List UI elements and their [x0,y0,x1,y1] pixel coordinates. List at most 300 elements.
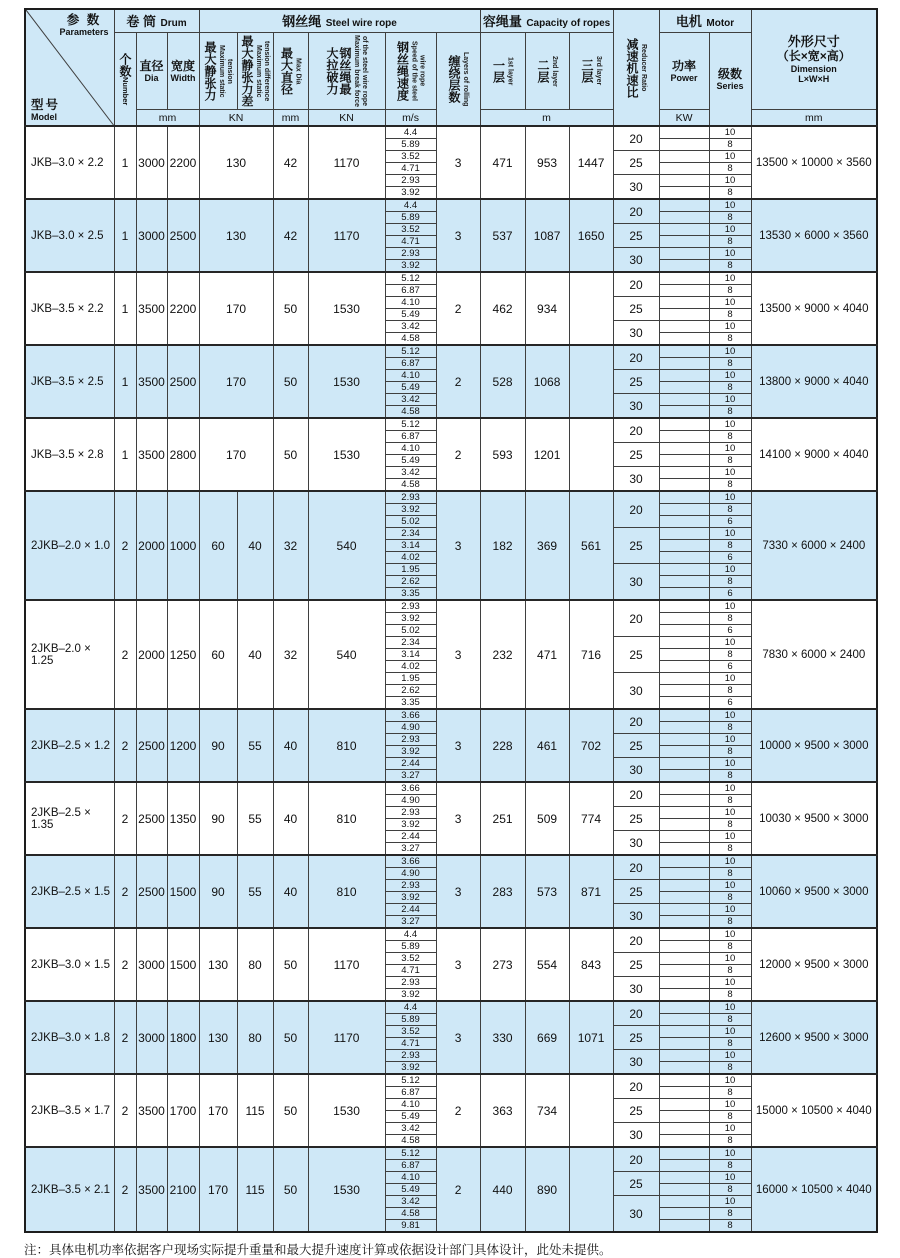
rope-break-force-cell: 1170 [308,928,385,1001]
unit-tension-kn: KN [199,110,273,127]
motor-power-cell [659,819,709,831]
motor-power-cell [659,406,709,419]
reducer-ratio-cell: 20 [613,928,659,953]
capacity-layer1-cell: 537 [480,199,525,272]
dimension-cell: 14100 × 9000 × 4040 [751,418,877,491]
rope-speed-cell: 3.42 [385,394,436,406]
capacity-layer1-cell: 273 [480,928,525,1001]
drum-count-cell: 2 [114,600,136,709]
motor-power-cell [659,600,709,613]
rope-speed-cell: 3.92 [385,613,436,625]
reducer-ratio-cell: 25 [613,1172,659,1196]
motor-series-cell: 10 [709,1026,751,1038]
motor-power-cell [659,491,709,504]
motor-power-cell [659,673,709,685]
dimension-en-sub: L×W×H [798,74,830,84]
drum-dia-cell: 2500 [136,782,167,855]
motor-series-cell: 10 [709,528,751,540]
max-static-tension-cell: 170 [199,418,273,491]
rope-break-force-cell: 1530 [308,272,385,345]
rope-max-dia-cell: 50 [273,418,308,491]
rope-max-dia-cell: 42 [273,199,308,272]
rolling-layers-cell: 2 [436,418,480,491]
capacity-layer3-cell: 774 [569,782,613,855]
rope-break-force-cell: 810 [308,782,385,855]
power-en: Power [670,73,698,83]
capacity-layer2-cell: 461 [525,709,569,782]
capacity-layer3-cell [569,418,613,491]
reducer-ratio-cell: 25 [613,953,659,977]
rolling-layers-cell: 2 [436,272,480,345]
rolling-layers-cell: 3 [436,855,480,928]
dia-zh: 直径 [139,59,164,73]
reducer-ratio-cell: 20 [613,600,659,637]
reducer-ratio-cell: 25 [613,1099,659,1123]
rope-speed-cell: 3.27 [385,916,436,929]
tension-zh: 最大静张力 [203,41,218,101]
ratio-en: Reducer Ratio [640,43,648,92]
tension-diff-zh: 最大静张力差 [240,35,255,107]
motor-power-cell [659,564,709,576]
reducer-ratio-cell: 30 [613,977,659,1002]
motor-power-cell [659,1014,709,1026]
motor-series-cell: 8 [709,1087,751,1099]
layers-zh: 缠绕层数 [447,55,462,103]
motor-series-cell: 8 [709,941,751,953]
rope-speed-cell: 4.71 [385,965,436,977]
motor-power-cell [659,1074,709,1087]
motor-series-cell: 10 [709,199,751,212]
motor-power-cell [659,528,709,540]
motor-series-cell: 8 [709,187,751,200]
rope-speed-cell: 3.42 [385,467,436,479]
motor-power-cell [659,175,709,187]
motor-series-cell: 8 [709,576,751,588]
rope-speed-cell: 6.87 [385,1087,436,1099]
motor-power-cell [659,613,709,625]
rope-max-dia-cell: 50 [273,928,308,1001]
dimension-cell: 10060 × 9500 × 3000 [751,855,877,928]
motor-power-cell [659,333,709,346]
rope-speed-cell: 4.10 [385,370,436,382]
rope-speed-cell: 5.12 [385,272,436,285]
rope-speed-cell: 2.34 [385,637,436,649]
rope-speed-cell: 2.34 [385,528,436,540]
motor-series-cell: 10 [709,673,751,685]
motor-power-cell [659,782,709,795]
drum-dia-cell: 2500 [136,709,167,782]
motor-power-cell [659,358,709,370]
drum-count-cell: 1 [114,345,136,418]
reducer-ratio-cell: 20 [613,491,659,528]
rope-speed-cell: 2.93 [385,175,436,187]
drum-width-cell: 2800 [167,418,199,491]
motor-series-cell: 8 [709,989,751,1002]
motor-power-cell [659,625,709,637]
group-header-capacity [480,9,613,33]
motor-series-cell: 10 [709,126,751,139]
rope-speed-cell: 4.58 [385,1135,436,1148]
max-static-tension-cell: 90 [199,782,237,855]
capacity-layer1-cell: 330 [480,1001,525,1074]
rope-speed-cell: 5.12 [385,1147,436,1160]
rope-speed-cell: 5.49 [385,382,436,394]
model-cell: 2JKB–2.5 × 1.5 [25,855,114,928]
rope-break-force-cell: 1530 [308,1074,385,1147]
max-static-tension-cell: 170 [199,272,273,345]
rope-speed-cell: 2.44 [385,904,436,916]
motor-series-cell: 10 [709,782,751,795]
motor-power-cell [659,382,709,394]
rope-speed-cell: 6.87 [385,285,436,297]
motor-series-cell: 6 [709,516,751,528]
reducer-ratio-cell: 25 [613,528,659,564]
drum-dia-cell: 3500 [136,1147,167,1232]
max-dia-en: Max Dia [294,57,302,85]
capacity-layer2-cell: 1068 [525,345,569,418]
rope-speed-cell: 9.81 [385,1220,436,1233]
spec-sheet-page [24,0,876,1258]
model-zh: 型号 [31,98,61,112]
model-cell: 2JKB–2.0 × 1.0 [25,491,114,600]
motor-series-cell: 8 [709,163,751,175]
capacity-layer3-cell: 871 [569,855,613,928]
motor-power-cell [659,139,709,151]
capacity-layer2-cell: 890 [525,1147,569,1232]
motor-power-cell [659,649,709,661]
rope-speed-cell: 5.89 [385,1014,436,1026]
capacity-layer1-cell: 440 [480,1147,525,1232]
motor-series-cell: 8 [709,504,751,516]
reducer-ratio-cell: 30 [613,321,659,346]
motor-series-cell: 8 [709,1038,751,1050]
col-header-dia [136,33,167,110]
motor-series-cell: 8 [709,333,751,346]
reducer-ratio-cell: 25 [613,297,659,321]
capacity-layer2-cell: 471 [525,600,569,709]
motor-power-cell [659,722,709,734]
drum-width-cell: 1200 [167,709,199,782]
rope-speed-cell: 4.4 [385,199,436,212]
reducer-ratio-cell: 30 [613,248,659,273]
drum-width-cell: 1500 [167,928,199,1001]
rope-speed-cell: 3.14 [385,540,436,552]
motor-power-cell [659,1184,709,1196]
rope-speed-cell: 4.58 [385,333,436,346]
motor-power-cell [659,661,709,673]
reducer-ratio-cell: 25 [613,880,659,904]
motor-series-cell: 8 [709,236,751,248]
rope-speed-cell: 5.49 [385,455,436,467]
col-header-power [659,33,709,110]
motor-series-cell: 10 [709,394,751,406]
motor-power-cell [659,746,709,758]
motor-series-cell: 8 [709,868,751,880]
motor-power-cell [659,843,709,856]
model-cell: JKB–3.5 × 2.8 [25,418,114,491]
reducer-ratio-cell: 20 [613,272,659,297]
capacity-layer1-cell: 593 [480,418,525,491]
rope-speed-cell: 2.93 [385,1050,436,1062]
capacity-layer1-cell: 471 [480,126,525,199]
rolling-layers-cell: 2 [436,1074,480,1147]
rope-speed-cell: 4.71 [385,163,436,175]
col-header-rope-speed [385,33,436,110]
motor-series-cell: 8 [709,819,751,831]
motor-series-cell: 10 [709,151,751,163]
dia-en: Dia [144,73,159,83]
rope-speed-cell: 5.89 [385,212,436,224]
drum-dia-cell: 3000 [136,126,167,199]
motor-series-cell: 8 [709,382,751,394]
motor-series-cell: 10 [709,831,751,843]
motor-series-cell: 8 [709,722,751,734]
motor-power-cell [659,248,709,260]
motor-power-cell [659,1038,709,1050]
reducer-ratio-cell: 20 [613,199,659,224]
col-header-rope-max-dia [273,33,308,110]
drum-width-cell: 2500 [167,345,199,418]
motor-series-cell: 8 [709,795,751,807]
capacity-layer3-cell: 843 [569,928,613,1001]
reducer-ratio-cell: 25 [613,151,659,175]
motor-series-cell: 8 [709,843,751,856]
motor-power-cell [659,224,709,236]
dimension-cell: 12000 × 9500 × 3000 [751,928,877,1001]
motor-power-cell [659,977,709,989]
motor-series-cell: 10 [709,1123,751,1135]
spec-table [24,8,878,1233]
motor-series-cell: 10 [709,248,751,260]
model-cell: JKB–3.5 × 2.5 [25,345,114,418]
rolling-layers-cell: 3 [436,928,480,1001]
rope-speed-cell: 6.87 [385,1160,436,1172]
rope-speed-cell: 4.10 [385,1099,436,1111]
reducer-ratio-cell: 30 [613,467,659,492]
motor-series-cell: 8 [709,965,751,977]
rope-max-dia-cell: 32 [273,600,308,709]
motor-power-cell [659,576,709,588]
motor-series-cell: 10 [709,345,751,358]
rope-speed-cell: 2.62 [385,685,436,697]
capacity-layer2-cell: 1087 [525,199,569,272]
drum-dia-cell: 3000 [136,1001,167,1074]
rope-speed-cell: 3.92 [385,504,436,516]
rope-speed-cell: 2.93 [385,880,436,892]
col-header-dimension [751,9,877,110]
motor-power-cell [659,345,709,358]
motor-power-cell [659,1087,709,1099]
col-header-drum-count [114,33,136,127]
motor-power-cell [659,443,709,455]
motor-power-cell [659,212,709,224]
layers-en: Layers of rolling [462,51,470,107]
capacity-layer3-cell: 561 [569,491,613,600]
motor-power-cell [659,126,709,139]
unit-drum-mm: mm [136,110,199,127]
motor-power-cell [659,637,709,649]
reducer-ratio-cell: 30 [613,1196,659,1233]
rope-speed-cell: 2.93 [385,248,436,260]
motor-series-cell: 8 [709,358,751,370]
reducer-ratio-cell: 30 [613,175,659,200]
drum-count-cell: 2 [114,1074,136,1147]
col-header-layer2 [525,33,569,110]
rope-speed-cell: 3.52 [385,953,436,965]
rope-speed-cell: 3.92 [385,989,436,1002]
motor-series-cell: 10 [709,321,751,333]
number-zh: 个数 [118,52,132,77]
col-header-max-static-tension [199,33,237,110]
capacity-layer3-cell: 702 [569,709,613,782]
unit-speed-ms: m/s [385,110,436,127]
motor-series-cell: 10 [709,1074,751,1087]
unit-max-dia-mm: mm [273,110,308,127]
col-header-reducer-ratio [613,9,659,126]
motor-series-cell: 6 [709,697,751,710]
motor-series-cell: 10 [709,1147,751,1160]
rolling-layers-cell: 3 [436,600,480,709]
motor-power-cell [659,1172,709,1184]
width-zh: 宽度 [171,59,196,73]
drum-zh: 卷 筒 [126,14,157,29]
motor-power-cell [659,941,709,953]
capacity-layer2-cell: 669 [525,1001,569,1074]
col-header-break-force [308,33,385,110]
capacity-layer1-cell: 283 [480,855,525,928]
motor-power-cell [659,1026,709,1038]
break-force-zh: 钢丝绳最大拉破力 [325,47,353,95]
motor-series-cell: 8 [709,892,751,904]
power-zh: 功率 [672,59,697,73]
rope-speed-cell: 3.42 [385,1196,436,1208]
unit-break-kn: KN [308,110,385,127]
motor-power-cell [659,831,709,843]
capacity-layer2-cell: 734 [525,1074,569,1147]
tension-en: Maximum static tension [218,44,234,98]
rope-speed-cell: 5.02 [385,516,436,528]
dimension-cell: 12600 × 9500 × 3000 [751,1001,877,1074]
reducer-ratio-cell: 30 [613,673,659,710]
motor-power-cell [659,467,709,479]
rope-speed-cell: 4.4 [385,1001,436,1014]
rope-speed-cell: 5.12 [385,1074,436,1087]
max-static-tension-cell: 130 [199,126,273,199]
col-header-width [167,33,199,110]
motor-power-cell [659,770,709,783]
col-header-layer3 [569,33,613,110]
motor-power-cell [659,1050,709,1062]
reducer-ratio-cell: 20 [613,1147,659,1172]
rope-speed-cell: 1.95 [385,673,436,685]
speed-en: Speed of the steel wire rope [410,41,426,101]
max-static-tension-cell: 170 [199,1147,237,1232]
rolling-layers-cell: 2 [436,1147,480,1232]
motor-series-cell: 10 [709,953,751,965]
motor-series-cell: 8 [709,309,751,321]
capacity-layer1-cell: 228 [480,709,525,782]
capacity-layer3-cell [569,345,613,418]
motor-series-cell: 10 [709,224,751,236]
group-header-rope [199,9,480,33]
drum-count-cell: 1 [114,126,136,199]
static-tension-diff-cell: 40 [237,600,273,709]
motor-power-cell [659,418,709,431]
rope-speed-cell: 3.52 [385,224,436,236]
drum-en: Drum [160,18,187,29]
rolling-layers-cell: 3 [436,491,480,600]
motor-series-cell: 8 [709,1184,751,1196]
drum-width-cell: 1000 [167,491,199,600]
motor-series-cell: 10 [709,855,751,868]
reducer-ratio-cell: 25 [613,734,659,758]
motor-power-cell [659,540,709,552]
capacity-en: Capacity of ropes [526,18,611,29]
motor-power-cell [659,588,709,601]
motor-series-cell: 8 [709,1208,751,1220]
motor-power-cell [659,953,709,965]
static-tension-diff-cell: 80 [237,928,273,1001]
rope-zh: 钢丝绳 [282,14,322,29]
motor-series-cell: 10 [709,709,751,722]
max-static-tension-cell: 60 [199,491,237,600]
motor-power-cell [659,1196,709,1208]
parameters-en: Parameters [59,27,109,37]
motor-series-cell: 10 [709,880,751,892]
capacity-layer2-cell: 1201 [525,418,569,491]
footnote: 注：具体电机功率依据客户现场实际提升重量和最大提升速度计算或依据设计部门具体设计，此处未提供。 [24,1243,612,1257]
capacity-layer2-cell: 934 [525,272,569,345]
reducer-ratio-cell: 20 [613,855,659,880]
model-cell: JKB–3.0 × 2.5 [25,199,114,272]
rope-break-force-cell: 1170 [308,199,385,272]
capacity-layer1-cell: 232 [480,600,525,709]
motor-power-cell [659,904,709,916]
rope-speed-cell: 3.66 [385,855,436,868]
capacity-layer2-cell: 953 [525,126,569,199]
rope-speed-cell: 5.49 [385,1111,436,1123]
rope-speed-cell: 2.93 [385,600,436,613]
reducer-ratio-cell: 30 [613,831,659,856]
max-static-tension-cell: 170 [199,345,273,418]
motor-series-cell: 10 [709,637,751,649]
motor-power-cell [659,1135,709,1148]
drum-dia-cell: 3500 [136,418,167,491]
dimension-cell: 13800 × 9000 × 4040 [751,345,877,418]
tension-diff-en: Maximum static tension difference [255,40,271,102]
static-tension-diff-cell: 80 [237,1001,273,1074]
rope-speed-cell: 6.87 [385,358,436,370]
motor-series-cell: 6 [709,661,751,673]
rope-max-dia-cell: 42 [273,126,308,199]
motor-power-cell [659,321,709,333]
ratio-zh: 减速机速比 [625,37,640,98]
motor-power-cell [659,807,709,819]
max-static-tension-cell: 90 [199,855,237,928]
motor-power-cell [659,928,709,941]
capacity-layer2-cell: 554 [525,928,569,1001]
drum-width-cell: 1350 [167,782,199,855]
reducer-ratio-cell: 30 [613,904,659,929]
motor-series-cell: 8 [709,1014,751,1026]
reducer-ratio-cell: 25 [613,637,659,673]
model-cell: 2JKB–2.5 × 1.2 [25,709,114,782]
motor-power-cell [659,163,709,175]
rope-speed-cell: 4.10 [385,443,436,455]
capacity-zh: 容绳量 [482,14,522,29]
capacity-layer1-cell: 462 [480,272,525,345]
static-tension-diff-cell: 55 [237,709,273,782]
